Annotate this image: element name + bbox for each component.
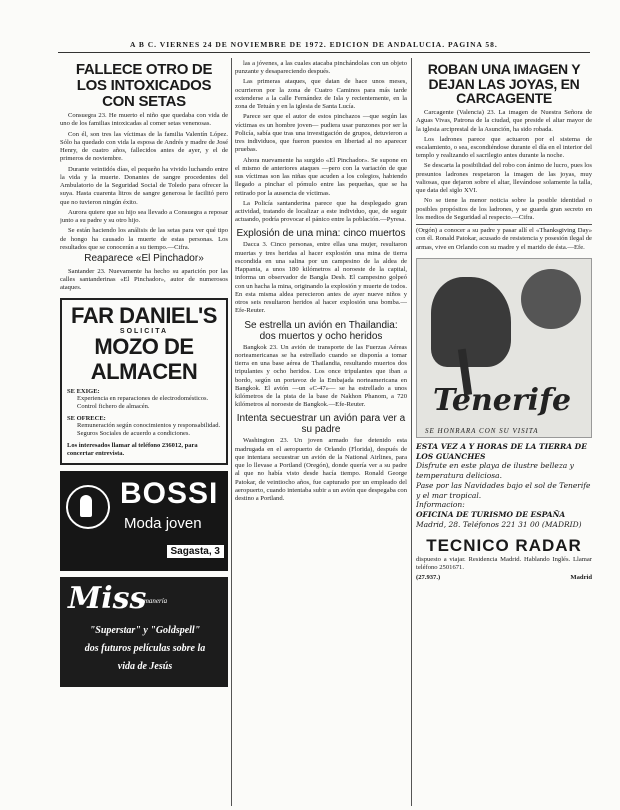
ad-contact: Los interesados llamar al teléfono 236012, para concertar entrevista.	[67, 442, 198, 458]
headline-setas: FALLECE OTRO DE LOS INTOXICADOS CON SETAS	[75, 61, 213, 110]
article-paragraph: Bangkok 23. Un avión de transporte de las Fuerzas Aéreas norteamericanas se ha estrellado cuando se disponía a tomar tierra en una base aérea de Thailandia, resultando muertos dos tripulantes y ocho heridos. Los once tripulantes que iban a bordo, según un portavoz de la Embajada norteamericana en Bangkok. El avión —un «C-47»— se ha estrellado a unos kilómetros de la pista de la base de Nakhon Phanom, a 720 kilómetros al noroeste de Bangkok.—Efe-Reuter.	[235, 343, 407, 409]
article-paragraph: Parece ser que el autor de estos pinchazos —que según las víctimas es un hombre joven— pudiera usar punzones por ser la Policía, sabía que tras una investigación de grupos, detuvieron a tres individuos, que fueron puestos en libertad al no aparecer pruebas.	[235, 113, 407, 154]
headline-avion: Se estrella un avión en Thailandia: dos muertos y ocho heridos	[244, 319, 398, 342]
header-rule	[58, 52, 590, 53]
dragon-tree-icon	[431, 277, 511, 367]
article-paragraph: Dacca 3. Cinco personas, entre ellas una mujer, resultaron muertas y tres heridas al hacer explosión una mina de tierra escondida en una salina por un campesino de la aldea de Happania, a unos 180 kilómetros al noroeste de la capital, informa un observador de Bangla Desh. El campesino golpeó con un hacha la mina, originando la explosión y muerte de todos. En esta misma aldea perecieron antes de ayer nueve niños y otros seis resultaron heridos al hacer explosión una bomba.—Efe-Reuter.	[235, 241, 407, 315]
tenerife-line: Disfrute en este playa de ilustre belleza y temperatura deliciosa.	[416, 461, 574, 481]
article-paragraph: Se descarta la posibilidad del robo con ánimo de lucro, pues los presuntos ladrones respetaron la imagen de las joyas, muy valiosas, que dejaron sobre el altar, llevándose solamente la talla, que data del siglo XVI.	[416, 162, 592, 195]
ad-radar-title: TECNICO RADAR	[426, 535, 582, 555]
ad-bossi	[60, 471, 228, 571]
palm-icon	[521, 269, 581, 329]
ad-ofrece-text: Remuneración según conocimientos y responsabilidad. Seguros Sociales de acuerdo a condiciones.	[77, 422, 221, 438]
page-header: A B C. VIERNES 24 DE NOVIEMBRE DE 1972. EDICION DE ANDALUCIA. PAGINA 58.	[130, 40, 498, 49]
tenerife-title: Tenerife	[433, 382, 572, 418]
article-paragraph: Ahora nuevamente ha surgido «El Pinchador». Se supone en el mismo de anteriores ataques —pero con la variación de que sus víctimas son las niñas que acuden a los colegios, habiendo llegado a pinchar el pómulo entre las pequeñas, que se ha retirado por la ausencia de víctimas.	[235, 156, 407, 197]
article-paragraph: Consuegra 23. He muerto el niño que quedaba con vida de uno de los familias intoxicadas al comer setas venenosas.	[60, 112, 228, 128]
subhead-pinchador: Reaparece «El Pinchador»	[84, 253, 204, 264]
headline-roban: ROBAN UNA IMAGEN Y DEJAN LAS JOYAS, EN CARCAGENTE	[427, 61, 581, 107]
article-paragraph: Las primeras ataques, que datan de hace unos meses, ocurrieron por la zona de Cuatro Caminos para más tarde extenderse a la calle Fernández de Isla y recientemente, en la zona de Tetuán y en la iglesia de Santa Lucía.	[235, 78, 407, 111]
ad-radar-text: dispuesto a viajar. Residencia Madrid. Hablando Inglés. Llamar teléfono 2501671.	[416, 555, 592, 571]
column-rule	[411, 58, 412, 806]
article-paragraph: Washington 23. Un joven armado fue detenido esta madrugada en el aeropuerto de Orlando (Florida), después de que intentara secuestrar un avión de la National Airlines, para que lo llevase a Portland (Oregón), donde quería ver a su padre al que no había visto desde hacía tiempo. Ronald George Patokar, de veintiocho años, fue capturado por un empleado del aeropuerto, cuando intentaba subir a un avión que despegaba con destino a Portland.	[235, 437, 407, 503]
article-paragraph: Durante veintidós días, el pequeño ha vivido luchando entre la vida y la muerte. Donantes de sangre procedentes del Ambulatorio de la Seguridad Social de Toledo para ofrecer la suya. Hasta cuarenta litros de sangre generosa le facilitó pero que no tuvieron ningún éxito.	[60, 165, 228, 206]
bossi-subtitle: Moda joven	[124, 514, 202, 532]
ad-tenerife-text	[416, 442, 592, 530]
miss-line: dos futuros películas sobre la	[84, 642, 206, 654]
article-paragraph: La Policía santanderina parece que ha desplegado gran actividad, tratando de localizar a este individuo, que, de seguir actuando, podría provocar el pánico entre la población.—Pyresa.	[235, 199, 407, 224]
article-paragraph: Los ladrones parece que actuaron por el sistema de escalamiento, o sea, escondiéndose durante el día en el interior del templo y realizando el sacrilegio antes durante la noche.	[416, 135, 592, 160]
ad-radar-ref: (27.937.)	[416, 574, 441, 582]
article-paragraph: Aurora quiere que su hijo sea llevado a Consuegra a reposar junto a su padre y su otro hijo.	[60, 208, 228, 225]
miss-line: "Superstar" y "Goldspell"	[89, 624, 201, 636]
ad-solicita: SOLICITA	[119, 328, 169, 336]
ad-exige-label: SE EXIGE:	[67, 387, 100, 395]
article-paragraph: Santander 23. Nuevamente ha hecho su aparición por las calles santanderinas «El Pinchador», autor de numerosos ataques.	[60, 267, 228, 291]
column-2	[235, 60, 407, 805]
article-paragraph: No se tiene la menor noticia sobre la posible identidad o posibles propósitos de los ladrones, y se guarda gran secreto en los medios de Seguridad al respecto.—Cifra.	[416, 197, 592, 221]
article-paragraph: las a jóvenes, a las cuales atacaba pinchándolas con un objeto punzante y desapareciendo después.	[235, 60, 407, 76]
tenerife-line: OFICINA DE TURISMO DE ESPAÑA	[416, 510, 566, 520]
miss-line: vida de Jesús	[117, 660, 173, 672]
bossi-address: Sagasta, 3	[167, 545, 224, 558]
ad-exige-text: Experiencia en reparaciones de electrodomésticos. Control fichero de almacén.	[77, 394, 209, 410]
bossi-logo-icon	[66, 485, 110, 529]
tenerife-line: Madrid, 28. Teléfonos 221 31 00 (MADRID)	[416, 519, 582, 529]
bossi-name: BOSSI	[120, 476, 219, 510]
tenerife-line: ESTA VEZ A Y HORAS DE LA TIERRA DE LOS GUANCHES	[416, 441, 587, 461]
tenerife-line: Informacion:	[416, 500, 465, 510]
ad-miss	[60, 577, 228, 687]
article-paragraph: Se están haciendo los análisis de las setas para ver qué tipo de hongo ha causado la muerte de estas personas. Los resultados que se conocerán a su tiempo.—Cifra.	[60, 227, 228, 251]
miss-small: semanería	[138, 596, 168, 605]
article-paragraph: Con él, son tres las víctimas de la familia Valentín López. Sólo ha quedado con vida la esposa de Andrés y madre de José Henry, de cuatro años, fallecidos antes de ayer, y el de primeros de noviembre.	[60, 130, 228, 163]
miss-name: Miss	[68, 580, 147, 616]
ad-far-daniels	[60, 298, 228, 464]
ad-position: MOZO DE ALMACEN	[90, 334, 198, 384]
ad-radar-city: Madrid	[570, 574, 592, 582]
article-continuation: (Orgón) a conocer a su padre y pasar allí el «Thanksgiving Day» con él. Ronald Patokar, acusado de resistencia y posesión ilegal de armas, vive en Orlando con su madre y el marido de ésta.—Efe.	[416, 224, 592, 252]
headline-mina: Explosión de una mina: cinco muertos	[236, 228, 406, 240]
ad-ofrece-label: SE OFRECE:	[67, 415, 106, 423]
ad-tenerife-poster	[416, 258, 592, 438]
headline-secuestro: Intenta secuestrar un avión para ver a su padre	[236, 413, 406, 436]
ad-radar-footer	[416, 574, 592, 581]
ad-title: FAR DANIEL'S	[71, 303, 217, 329]
column-3	[416, 60, 592, 805]
column-rule	[231, 58, 232, 806]
tenerife-line: Pase por las Navidades bajo el sol de Tenerife y el mar tropical.	[416, 480, 591, 500]
column-1	[60, 60, 228, 805]
article-paragraph: Carcagente (Valencia) 23. La imagen de Nuestra Señora de Aguas Vivas, Patrona de la ciudad, que preside el altar mayor de la iglesia arciprestal de la Asunción, ha sido robada.	[416, 109, 592, 133]
tenerife-caption: SE HONRARA CON SU VISITA	[425, 426, 539, 435]
